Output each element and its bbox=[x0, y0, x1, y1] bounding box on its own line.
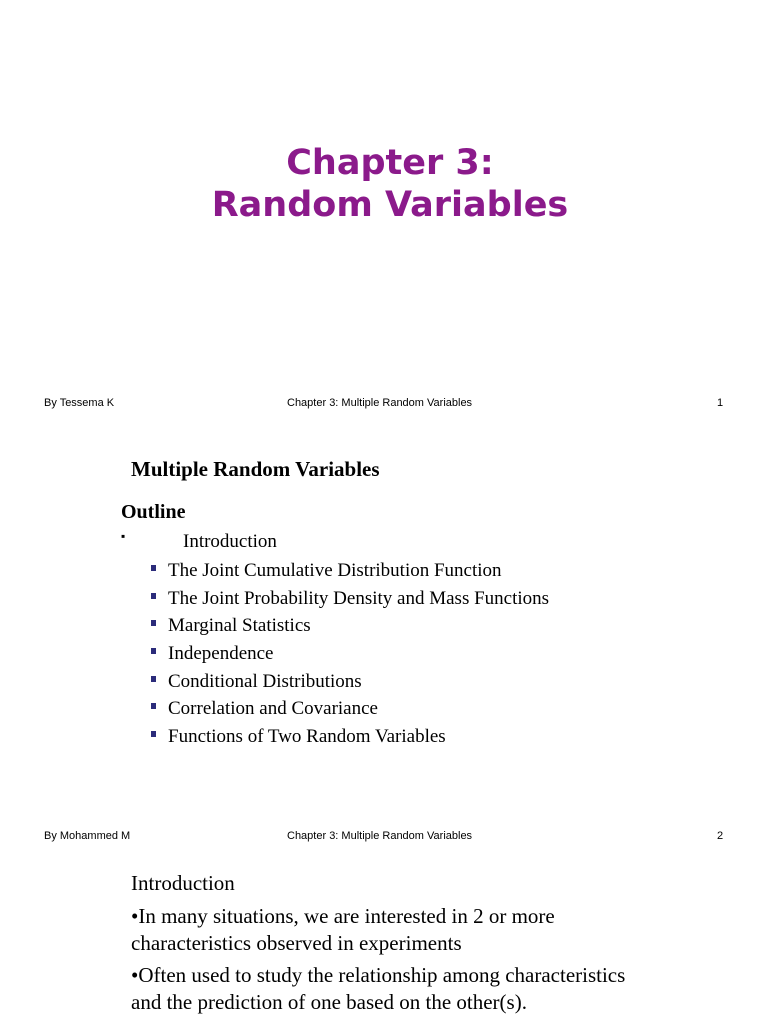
list-item bbox=[150, 612, 549, 640]
square-bullet-icon bbox=[151, 648, 156, 654]
outline-sub-list bbox=[150, 557, 549, 751]
square-bullet-icon bbox=[151, 731, 156, 737]
outline-item-introduction: Introduction bbox=[183, 531, 277, 552]
list-item bbox=[150, 557, 549, 585]
list-item bbox=[150, 723, 549, 751]
list-item-label: Independence bbox=[168, 643, 274, 665]
list-item bbox=[150, 640, 549, 668]
list-item bbox=[150, 585, 549, 613]
slide-3-heading: Introduction bbox=[131, 871, 235, 895]
slide-1-title-line-2: Random Variables bbox=[211, 185, 569, 225]
list-item bbox=[150, 695, 549, 723]
list-item-label: Conditional Distributions bbox=[168, 670, 362, 692]
square-bullet-icon bbox=[151, 676, 156, 682]
list-item-label: The Joint Cumulative Distribution Function bbox=[168, 560, 502, 581]
slide-2-footer-author: By Mohammed M bbox=[44, 830, 131, 842]
square-bullet-icon bbox=[151, 703, 156, 709]
list-item-label: Functions of Two Random Variables bbox=[168, 726, 446, 748]
square-bullet-icon bbox=[151, 565, 156, 571]
slide-3-paragraph bbox=[131, 962, 631, 1016]
list-item-label: Marginal Statistics bbox=[168, 615, 311, 637]
list-item-label: Correlation and Covariance bbox=[168, 698, 378, 720]
list-item-label: The Joint Probability Density and Mass Functions bbox=[168, 587, 550, 609]
paragraph-text: •In many situations, we are interested in 2 or more characteristics observed in experiments bbox=[131, 904, 555, 955]
square-bullet-icon bbox=[151, 593, 156, 599]
slide-3-paragraph bbox=[131, 903, 631, 957]
slide-1-footer-chapter: Chapter 3: Multiple Random Variables bbox=[287, 397, 473, 409]
slide-2-footer-page-number: 2 bbox=[717, 830, 724, 842]
slide-2-footer-chapter: Chapter 3: Multiple Random Variables bbox=[287, 830, 473, 842]
list-item bbox=[150, 668, 549, 696]
slide-1-footer-page-number: 1 bbox=[717, 397, 724, 409]
slide-1-title-line-1: Chapter 3: bbox=[286, 143, 494, 183]
slide-2-heading: Multiple Random Variables bbox=[131, 457, 380, 481]
slide-1-footer-author: By Tessema K bbox=[44, 397, 115, 409]
square-bullet-icon bbox=[151, 620, 156, 626]
square-bullet-icon: ▪ bbox=[121, 529, 126, 543]
outline-label: Outline bbox=[121, 501, 186, 523]
paragraph-text: •Often used to study the relationship among characteristics and the prediction of one based on the other(s). bbox=[131, 963, 626, 1014]
